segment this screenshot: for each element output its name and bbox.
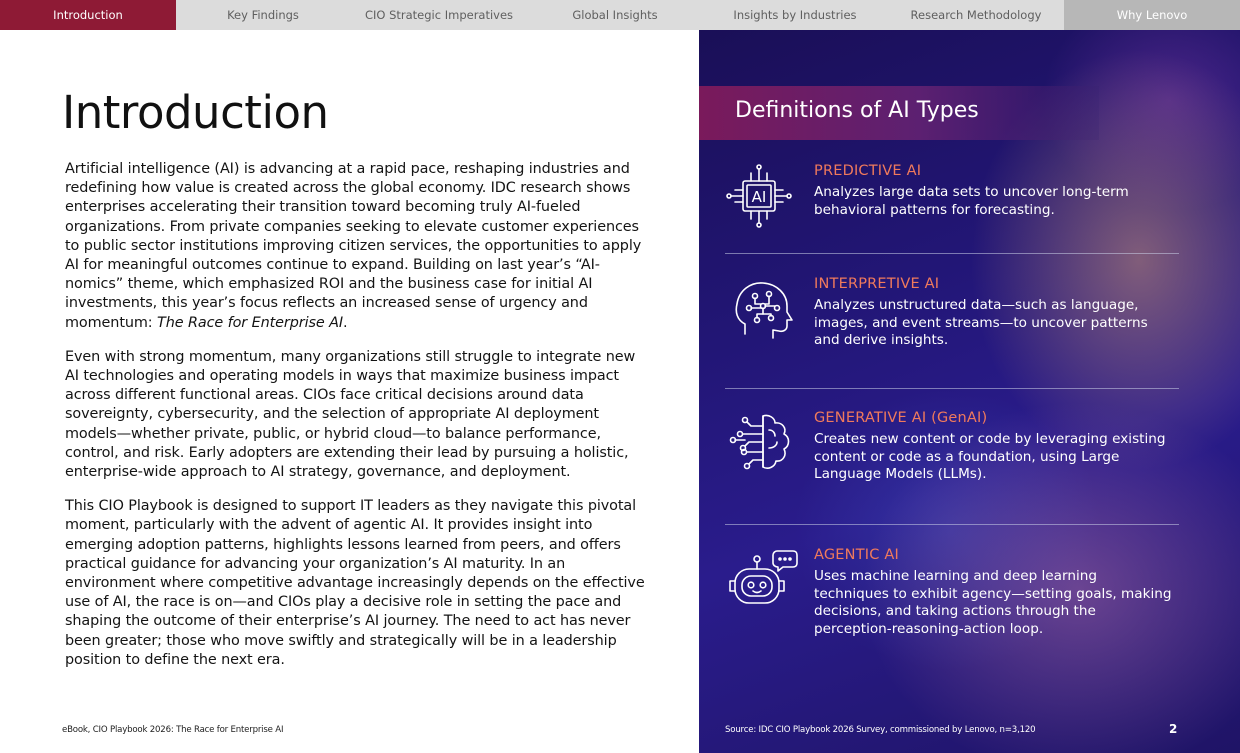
head-circuit-icon xyxy=(725,276,801,346)
svg-text:AI: AI xyxy=(751,188,767,206)
tab-insights-by-industries[interactable]: Insights by Industries xyxy=(733,8,857,22)
tab-why-lenovo[interactable]: Why Lenovo xyxy=(1064,0,1240,30)
predictive-ai-text: Analyzes large data sets to uncover long-term behavioral patterns for forecasting. xyxy=(814,184,1129,218)
tab-cio-strategic-imperatives[interactable]: CIO Strategic Imperatives xyxy=(364,8,514,22)
generative-ai-text: Creates new content or code by leveraging existing content or code as a foundation, using Large Language Models (LLMs). xyxy=(814,431,1166,483)
interpretive-ai-heading: INTERPRETIVE AI xyxy=(814,276,940,292)
generative-ai-heading: GENERATIVE AI (GenAI) xyxy=(814,410,988,426)
footer-ebook-title: eBook, CIO Playbook 2026: The Race for Enterprise AI xyxy=(62,725,284,735)
tab-key-findings[interactable]: Key Findings xyxy=(227,8,299,22)
robot-chat-icon xyxy=(725,547,801,617)
definitions-banner xyxy=(699,86,1099,140)
divider xyxy=(725,253,1179,254)
intro-body xyxy=(65,160,650,685)
page-number: 2 xyxy=(1169,722,1178,736)
intro-paragraph-1: Artificial intelligence (AI) is advancing at a rapid pace, reshaping industries and redefining how value is created across the global economy. IDC research shows enterprises accelerating their transition toward becoming truly AI-fueled organizations. From private companies seeking to elevate customer experiences to public sector institutions improving citizen services, the opportunities to apply AI for meaningful outcomes continue to expand. Building on last year’s “AI-nomics” theme, which emphasized ROI and the business case for initial AI investments, this year’s focus reflects an increased sense of urgency and momentum: The Race for Enterprise AI. xyxy=(65,161,642,331)
agentic-ai-text: Uses machine learning and deep learning techniques to exhibit agency—setting goals, making decisions, and taking actions through the perception-reasoning-action loop. xyxy=(814,568,1172,637)
predictive-ai-heading: PREDICTIVE AI xyxy=(814,163,922,179)
agentic-ai-heading: AGENTIC AI xyxy=(814,547,899,563)
definitions-title: Definitions of AI Types xyxy=(735,98,979,123)
intro-paragraph-1-emphasis: The Race for Enterprise AI xyxy=(157,314,343,331)
intro-paragraph-2: Even with strong momentum, many organizations still struggle to integrate new AI technologies and operating models in ways that maximize business impact across different functional areas. CIOs face critical decisions around data sovereignty, cybersecurity, and the selection of appropriate AI deployment models—whether private, public, or hybrid cloud—to balance performance, control, and risk. Early adopters are extending their lead by pursuing a holistic, enterprise-wide approach to AI strategy, governance, and deployment. xyxy=(65,348,636,481)
brain-network-icon xyxy=(725,410,801,480)
divider xyxy=(725,524,1179,525)
ai-chip-icon xyxy=(725,163,801,233)
intro-paragraph-3: This CIO Playbook is designed to support IT leaders as they navigate this pivotal moment, particularly with the advent of agentic AI. It provides insight into emerging adoption patterns, highlights lessons learned from peers, and offers practical guidance for advancing your organization’s AI maturity. In an environment where competitive advantage increasingly depends on the effective use of AI, the race is on—and CIOs play a decisive role in setting the pace and shaping the outcome of their enterprise’s AI journey. The need to act has never been greater; those who move swiftly and strategically will be in a leadership position to define the next era. xyxy=(65,498,645,668)
tab-research-methodology[interactable]: Research Methodology xyxy=(910,8,1042,22)
tab-introduction[interactable]: Introduction xyxy=(0,0,176,30)
intro-page xyxy=(0,30,700,753)
source-note: Source: IDC CIO Playbook 2026 Survey, commissioned by Lenovo, n=3,120 xyxy=(725,725,1036,735)
tab-global-insights[interactable]: Global Insights xyxy=(572,8,658,22)
definitions-panel xyxy=(699,30,1240,753)
top-nav xyxy=(0,0,1240,30)
interpretive-ai-text: Analyzes unstructured data—such as language, images, and event streams—to uncover patterns and derive insights. xyxy=(814,297,1148,349)
page-title: Introduction xyxy=(62,86,329,139)
divider xyxy=(725,388,1179,389)
